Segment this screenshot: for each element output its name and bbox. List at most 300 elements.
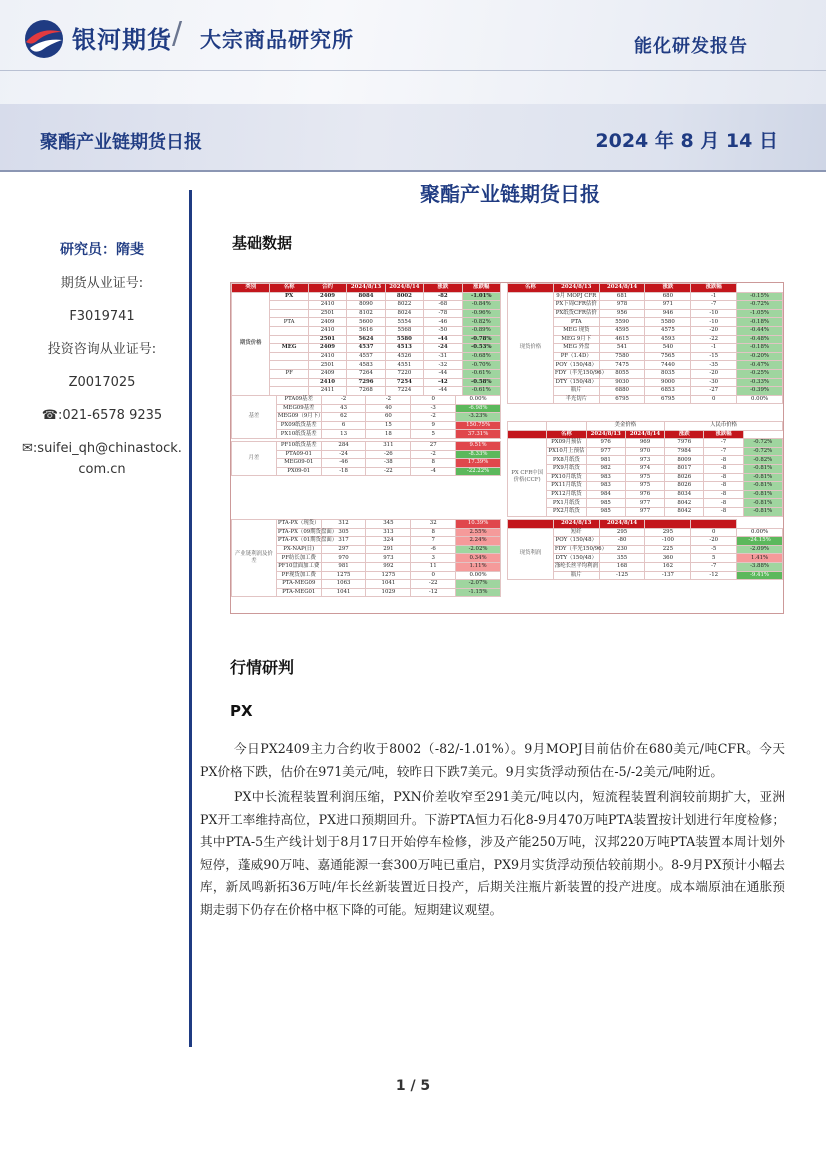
cell-p: 17.39%: [456, 459, 501, 468]
cell-b: 311: [366, 442, 411, 451]
cell-name: PF现货加工费: [276, 571, 321, 580]
cell-name: 9月 MOPJ CFR: [553, 292, 599, 301]
cell-name: PTA: [270, 318, 308, 327]
cell-a: 6795: [599, 395, 645, 404]
cell-p: 0.00%: [737, 395, 783, 404]
cell-name: PF（1.4D）: [553, 352, 599, 361]
cell-b: 225: [645, 545, 691, 554]
cell-b: 7220: [385, 369, 423, 378]
cell-name: MEG09基差: [276, 404, 321, 413]
cell-c: 7976: [665, 439, 704, 448]
cell-c: 2501: [308, 335, 346, 344]
cell-b: 977: [625, 499, 664, 508]
cell-b: 5554: [385, 318, 423, 327]
cell-b: -100: [645, 537, 691, 546]
right-profit-table: [507, 519, 783, 580]
header-cell: 涨跌: [645, 284, 691, 293]
cell-p: -0.82%: [462, 318, 500, 327]
cell-b: 15: [366, 421, 411, 430]
cell-p: -0.72%: [743, 439, 782, 448]
table-header-row: [232, 284, 501, 293]
cell-name: PX09月预估: [547, 439, 586, 448]
blank-cell: [547, 422, 586, 431]
table-row: [508, 464, 783, 473]
cell-b: 974: [625, 464, 664, 473]
cell-d: -10: [691, 309, 737, 318]
cell-a: 983: [586, 473, 625, 482]
cell-b: 680: [645, 292, 691, 301]
cell-a: 5616: [347, 326, 385, 335]
cell-d: -78: [424, 309, 462, 318]
table-subheader-row: [508, 422, 783, 431]
cell-d: -8: [704, 464, 743, 473]
cell-name: PTA-MEG09: [276, 580, 321, 589]
cell-b: 971: [645, 301, 691, 310]
header-cell: 涨跌幅: [691, 284, 737, 293]
cell-b: 4575: [645, 326, 691, 335]
cell-b: 5580: [645, 318, 691, 327]
table-row: [508, 439, 783, 448]
cell-p: -1.01%: [462, 292, 500, 301]
consult-label: 投资咨询从业证号:: [47, 342, 157, 357]
cell-p: -0.39%: [737, 387, 783, 396]
cell-a: 977: [586, 447, 625, 456]
cell-p: -22.22%: [456, 467, 501, 476]
galaxy-logo-icon: [22, 18, 66, 60]
cell-d: 32: [411, 520, 456, 529]
cell-d: -32: [424, 361, 462, 370]
section-basic-data: 基础数据: [232, 234, 293, 252]
cell-p: -0.58%: [462, 378, 500, 387]
cell-c: 8017: [665, 464, 704, 473]
cell-b: 946: [645, 309, 691, 318]
header-divider: [0, 70, 826, 71]
cell-d: -31: [424, 352, 462, 361]
cell-a: 5600: [347, 318, 385, 327]
cell-name: PX12月纸货: [547, 490, 586, 499]
cell-name: MEG 9月下: [553, 335, 599, 344]
cell-a: 62: [321, 413, 366, 422]
cell-name: POY（150/48）: [553, 361, 599, 370]
cell-b: 313: [366, 528, 411, 537]
cell-b: 8024: [385, 309, 423, 318]
group-label: 产业链利润及价差: [232, 520, 277, 597]
cell-name: MEG 外盘: [553, 344, 599, 353]
header-cell: 2024/8/13: [553, 520, 599, 529]
cell-name: PTA-PX（09期货盘面）: [277, 528, 338, 535]
cell-c: 2410: [308, 378, 346, 387]
cell-b: 1029: [366, 588, 411, 597]
header-cell: 2024/8/14: [625, 430, 664, 439]
cell-d: -7: [704, 447, 743, 456]
cell-name: PX-NAP(日): [276, 545, 321, 554]
cell-a: -2: [321, 396, 366, 405]
table-row: [232, 301, 501, 310]
table-row: [232, 292, 501, 301]
table-row: [232, 369, 501, 378]
cell-b: 324: [366, 537, 411, 546]
cell-b: 975: [625, 482, 664, 491]
cell-a: 295: [599, 528, 645, 537]
header-cell: 涨跌: [665, 430, 704, 439]
cell-b: 969: [625, 439, 664, 448]
header-cell: 2024/8/14: [385, 284, 423, 293]
cell-c: 8026: [665, 473, 704, 482]
cell-d: -44: [424, 387, 462, 396]
table-row: [508, 499, 783, 508]
cell-d: -44: [424, 335, 462, 344]
paragraph-2: PX中长流程装置利润压缩，PXN价差收窄至291美元/吨以内，短流程装置利润较前期扩大，亚洲PX开工率维持高位，PX进口预期回升。下游PTA恒力石化8-9月470万吨PTA装置按计划进行年度检修；其中PTA-5生产线计划于8月17日开始停车检修，涉及产能250万吨，汉邦220万吨PTA装置本周计划外短停，蓬威90万吨、嘉通能源一套300万吨已重启，PX9月实货浮动预估较前期小。8-9月PX预计小幅去库，新凤鸣新拓36万吨/年长丝新装置近日投产，后期关注瓶片新装置的投产进度。成本端原油在通胀预期走弱下仍存在价格中枢下降的可能。短期建议观望。: [200, 789, 785, 917]
cell-b: 4513: [385, 344, 423, 353]
cell-name: MEG09-01: [276, 459, 321, 468]
cell-p: 0.00%: [456, 571, 501, 580]
cell-b: 4593: [645, 335, 691, 344]
cell-d: -46: [424, 318, 462, 327]
cell-d: -5: [691, 545, 737, 554]
table-row: [232, 326, 501, 335]
cell-b: 4526: [385, 352, 423, 361]
table-row: [232, 396, 501, 405]
table-row: [232, 387, 501, 396]
cell-p: 2.55%: [456, 528, 501, 537]
cell-d: -8: [704, 499, 743, 508]
cell-d: -7: [691, 301, 737, 310]
cell-a: 7264: [347, 369, 385, 378]
cell-a: 6: [321, 421, 366, 430]
cell-d: 5: [411, 430, 456, 439]
cell-name: PX9月纸货: [547, 464, 586, 473]
cell-name: PX2月纸货: [547, 507, 586, 516]
left-basis-table: [231, 395, 501, 439]
cell-p: -0.18%: [737, 344, 783, 353]
cell-c: 8034: [665, 490, 704, 499]
cell-a: 8090: [347, 301, 385, 310]
table-header-row: [508, 284, 783, 293]
cell-c: 2410: [308, 301, 346, 310]
cell-name: PTA-PX（01期货盘面）: [277, 537, 338, 544]
group-label: 现货价格: [508, 292, 554, 404]
header-cell: 2024/8/14: [599, 284, 645, 293]
cell-d: -50: [424, 326, 462, 335]
cell-p: -0.81%: [743, 482, 782, 491]
cell-a: 8055: [599, 369, 645, 378]
cell-p: -0.89%: [462, 326, 500, 335]
cell-d: -20: [691, 369, 737, 378]
cell-p: -0.84%: [462, 301, 500, 310]
cell-a: 4583: [347, 361, 385, 370]
cell-name: PTA09-01: [276, 450, 321, 459]
header-cell: 类别: [232, 284, 270, 293]
cell-a: 355: [599, 554, 645, 563]
cell-d: 8: [411, 459, 456, 468]
cell-name: MEG09（9月下）: [277, 413, 324, 420]
cell-d: -27: [691, 387, 737, 396]
cell-name: PX09-01: [276, 467, 321, 476]
cell-d: -4: [411, 467, 456, 476]
cell-d: -68: [424, 301, 462, 310]
table-row: [232, 378, 501, 387]
cell-b: 162: [645, 562, 691, 571]
cell-p: -2.02%: [456, 545, 501, 554]
title-band: [0, 104, 826, 172]
table-row: [232, 352, 501, 361]
cell-p: -8.33%: [456, 450, 501, 459]
cell-a: 4537: [347, 344, 385, 353]
cell-b: 6795: [645, 395, 691, 404]
section-market: 行情研判: [230, 658, 295, 677]
cell-a: 981: [321, 562, 366, 571]
cell-d: -3: [411, 404, 456, 413]
table-row: [508, 507, 783, 516]
subsection-px: PX: [230, 702, 253, 720]
cell-name: DTY（150/48）: [553, 378, 599, 387]
cell-a: 7580: [599, 352, 645, 361]
table-row: [508, 473, 783, 482]
table-row: [508, 456, 783, 465]
cell-name: PX下周CFR估价: [553, 301, 599, 310]
cell-d: -22: [411, 580, 456, 589]
cell-p: -9.41%: [737, 571, 783, 580]
cell-p: -0.81%: [743, 464, 782, 473]
table-row: [508, 292, 783, 301]
cell-p: 2.24%: [456, 537, 501, 546]
cell-name: [270, 335, 308, 344]
cell-b: 60: [366, 413, 411, 422]
cell-p: -0.78%: [462, 335, 500, 344]
cell-p: -0.72%: [737, 301, 783, 310]
cell-d: 0: [411, 571, 456, 580]
cell-c: 7984: [665, 447, 704, 456]
cell-d: -12: [411, 588, 456, 597]
brand-separator: /: [172, 16, 183, 51]
cell-d: -8: [704, 456, 743, 465]
cell-a: 4615: [599, 335, 645, 344]
cell-p: 0.00%: [456, 396, 501, 405]
cell-b: 6853: [645, 387, 691, 396]
header-cell: 2024/8/14: [599, 520, 645, 529]
header-cell: [508, 430, 547, 439]
cell-p: 0.34%: [456, 554, 501, 563]
cell-name: 半光切片: [553, 395, 599, 404]
cell-p: 37.31%: [456, 430, 501, 439]
cell-a: 984: [586, 490, 625, 499]
cell-a: 976: [586, 439, 625, 448]
cell-p: -0.53%: [462, 344, 500, 353]
cell-b: 4551: [385, 361, 423, 370]
cell-d: -8: [704, 507, 743, 516]
left-profit-table: [231, 519, 501, 597]
cell-name: PF10盘面加工费: [278, 563, 320, 570]
cell-p: -0.48%: [737, 335, 783, 344]
cell-p: -0.44%: [737, 326, 783, 335]
cell-d: 7: [411, 537, 456, 546]
cell-a: 8102: [347, 309, 385, 318]
cell-p: 150.75%: [456, 421, 501, 430]
cell-name: [270, 301, 308, 310]
right-spot-table: [507, 283, 783, 404]
cell-a: 230: [599, 545, 645, 554]
cell-b: -26: [366, 450, 411, 459]
cell-p: -0.18%: [737, 318, 783, 327]
cell-b: -2: [366, 396, 411, 405]
cell-d: -8: [704, 490, 743, 499]
cell-p: -6.98%: [456, 404, 501, 413]
cell-p: -2.07%: [456, 580, 501, 589]
cell-b: 5580: [385, 335, 423, 344]
document-title: 聚酯产业链期货日报: [420, 182, 600, 206]
cell-b: 973: [625, 456, 664, 465]
cell-b: 992: [366, 562, 411, 571]
cell-d: -8: [704, 473, 743, 482]
cell-a: -18: [321, 467, 366, 476]
cell-name: [270, 387, 308, 396]
cell-a: 9030: [599, 378, 645, 387]
cell-name: PX纸货CFR估价: [553, 309, 599, 318]
cell-c: 8009: [665, 456, 704, 465]
cell-p: -24.15%: [737, 537, 783, 546]
cell-name: [270, 326, 308, 335]
cell-c: 8042: [665, 499, 704, 508]
table-row: [232, 318, 501, 327]
email[interactable]: ✉:suifei_qh@chinastock.com.cn: [22, 441, 182, 477]
cell-b: 291: [366, 545, 411, 554]
cell-d: -42: [424, 378, 462, 387]
cell-name: PTA-MEG01: [276, 588, 321, 597]
page-number: 1 / 5: [395, 1078, 431, 1094]
table-header-row: [508, 430, 783, 439]
cell-b: 295: [645, 528, 691, 537]
consult-number: Z0017025: [68, 375, 136, 390]
cell-d: 27: [411, 442, 456, 451]
cell-name: PX8月纸货: [547, 456, 586, 465]
body-text: [200, 738, 785, 924]
cell-p: 1.11%: [456, 562, 501, 571]
cell-a: 1275: [321, 571, 366, 580]
institute-name: 大宗商品研究所: [200, 28, 354, 52]
analyst-name: 研究员：隋斐: [60, 242, 144, 258]
report-date: 2024 年 8 月 14 日: [595, 130, 778, 152]
cell-a: 43: [321, 404, 366, 413]
cell-name: 瓶片: [553, 387, 599, 396]
cell-a: -46: [321, 459, 366, 468]
cell-c: 2501: [308, 361, 346, 370]
cell-b: -38: [366, 459, 411, 468]
cell-a: 284: [321, 442, 366, 451]
cell-b: 970: [625, 447, 664, 456]
cell-name: PTA-PX（现货）: [277, 520, 320, 527]
cell-p: -0.61%: [462, 387, 500, 396]
subheader-cell: 美金价格: [586, 422, 665, 431]
cell-a: 956: [599, 309, 645, 318]
cell-p: -0.33%: [737, 378, 783, 387]
cell-d: 5: [691, 554, 737, 563]
cell-name: 涤纶长丝平均利润: [554, 563, 598, 570]
cell-p: -0.81%: [743, 473, 782, 482]
header-cell: 涨跌幅: [462, 284, 500, 293]
cell-name: PX09纸货基差: [276, 421, 321, 430]
report-type: 能化研发报告: [634, 36, 748, 57]
license-label: 期货从业证号:: [60, 276, 144, 291]
cell-name: MEG: [270, 344, 308, 353]
cell-name: PF10纸货基差: [276, 442, 321, 451]
cell-p: -3.88%: [737, 562, 783, 571]
cell-p: -0.70%: [462, 361, 500, 370]
cell-b: 1275: [366, 571, 411, 580]
cell-c: 2501: [308, 309, 346, 318]
cell-p: -0.61%: [462, 369, 500, 378]
cell-a: 985: [586, 507, 625, 516]
cell-a: 1041: [321, 588, 366, 597]
cell-d: -20: [691, 326, 737, 335]
cell-name: POY（150/48）: [553, 537, 599, 546]
cell-d: -2: [411, 413, 456, 422]
cell-c: 8026: [665, 482, 704, 491]
cell-a: 7268: [347, 387, 385, 396]
cell-name: 短纤: [553, 528, 599, 537]
cell-d: -30: [691, 378, 737, 387]
brand-name: 银河期货: [72, 26, 172, 54]
cell-a: 168: [599, 562, 645, 571]
cell-a: 13: [321, 430, 366, 439]
sidebar: [22, 240, 182, 492]
cell-a: 1063: [321, 580, 366, 589]
table-row: [232, 335, 501, 344]
cell-p: -1.15%: [456, 588, 501, 597]
cell-d: -15: [691, 352, 737, 361]
cell-c: 2409: [308, 344, 346, 353]
cell-b: 973: [366, 554, 411, 563]
cell-c: 2409: [308, 318, 346, 327]
cell-b: 7224: [385, 387, 423, 396]
subheader-cell: 人民币价格: [665, 422, 783, 431]
cell-a: 5624: [347, 335, 385, 344]
cell-d: -22: [691, 335, 737, 344]
group-label: PX CFR中国价格(CCF): [508, 439, 547, 516]
cell-name: 瓶片: [553, 571, 599, 580]
header-cell: 2024/8/13: [347, 284, 385, 293]
header-cell: [508, 520, 554, 529]
cell-name: FDY（半光150/96）: [554, 546, 607, 553]
cell-d: 9: [411, 421, 456, 430]
cell-a: 317: [321, 537, 366, 546]
cell-d: -7: [691, 562, 737, 571]
cell-name: PTA: [553, 318, 599, 327]
group-label: 现货利润: [508, 528, 554, 580]
cell-p: -0.81%: [743, 507, 782, 516]
cell-b: 40: [366, 404, 411, 413]
cell-b: 8035: [645, 369, 691, 378]
table-row: [508, 482, 783, 491]
cell-p: -0.47%: [737, 361, 783, 370]
cell-name: PX10月上预估: [548, 448, 585, 455]
cell-p: -0.82%: [743, 456, 782, 465]
left-top-table: [231, 283, 501, 396]
cell-d: 11: [411, 562, 456, 571]
cell-b: 1041: [366, 580, 411, 589]
cell-d: -1: [691, 292, 737, 301]
cell-p: -0.20%: [737, 352, 783, 361]
cell-a: 8084: [347, 292, 385, 301]
cell-c: 8042: [665, 507, 704, 516]
cell-d: -82: [424, 292, 462, 301]
cell-d: 3: [411, 554, 456, 563]
cell-d: -35: [691, 361, 737, 370]
cell-a: -24: [321, 450, 366, 459]
cell-c: 2409: [308, 369, 346, 378]
cell-b: 540: [645, 344, 691, 353]
header-cell: [691, 520, 737, 529]
cell-d: -20: [691, 537, 737, 546]
